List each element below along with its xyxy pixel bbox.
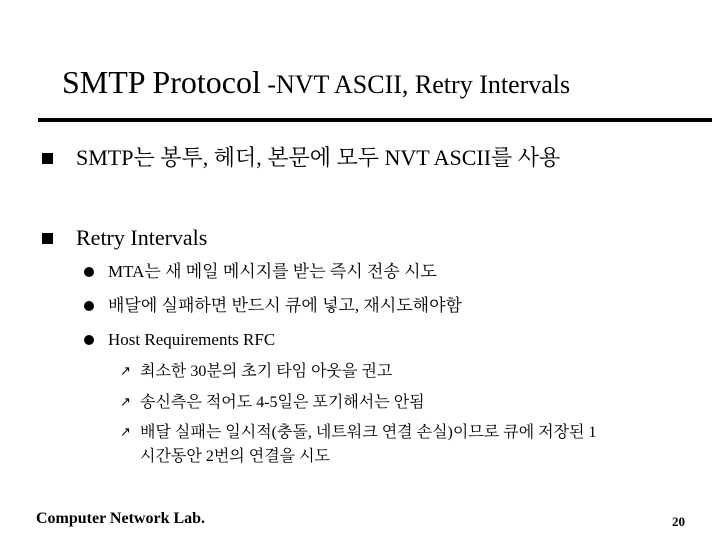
arrow-bullet-icon: ↗ — [120, 425, 131, 440]
footer-lab-name: Computer Network Lab. — [36, 510, 206, 527]
square-bullet-icon — [42, 233, 53, 244]
sub-bullet-text: Host Requirements RFC — [108, 330, 276, 349]
square-bullet-icon — [42, 153, 53, 164]
round-bullet-icon — [84, 335, 94, 345]
page-number: 20 — [672, 514, 685, 529]
item-text-line1: 배달 실패는 일시적(충돌, 네트워크 연결 손실)이므로 큐에 저장된 1 — [140, 424, 597, 441]
arrow-bullet-icon: ↗ — [120, 364, 131, 379]
bullet-text: SMTP는 봉투, 헤더, 본문에 모두 NVT ASCII를 사용 — [76, 145, 561, 170]
slide-title-sub: -NVT ASCII, Retry Intervals — [260, 70, 571, 99]
arrow-bullet-icon: ↗ — [120, 395, 131, 410]
title-divider — [38, 118, 712, 122]
item-text: 송신측은 적어도 4-5일은 포기해서는 안됨 — [140, 394, 425, 411]
item-text-line2: 시간동안 2번의 연결을 시도 — [140, 448, 331, 465]
bullet-text: Retry Intervals — [76, 225, 208, 250]
sub-bullet-text: 배달에 실패하면 반드시 큐에 넣고, 재시도해야함 — [108, 296, 462, 315]
round-bullet-icon — [84, 267, 94, 277]
slide-title — [62, 62, 570, 105]
sub-bullet-text: MTA는 새 메일 메시지를 받는 즉시 전송 시도 — [108, 262, 437, 281]
round-bullet-icon — [84, 301, 94, 311]
item-text: 최소한 30분의 초기 타임 아웃을 권고 — [140, 363, 393, 380]
slide-title-main: SMTP Protocol — [62, 64, 261, 100]
